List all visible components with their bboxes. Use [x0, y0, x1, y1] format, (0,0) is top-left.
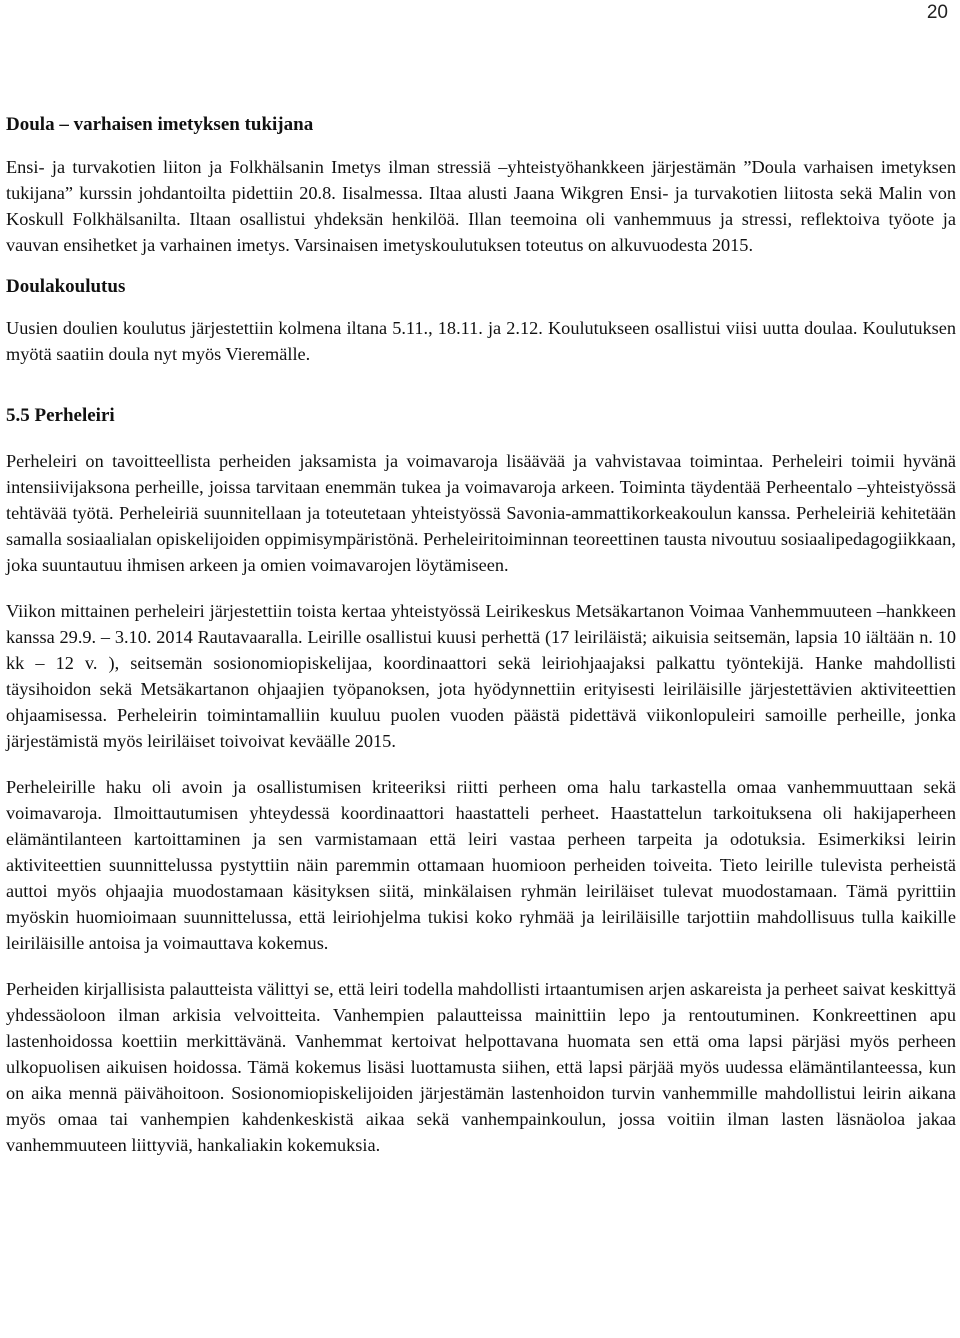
doulakoulutus-paragraph: Uusien doulien koulutus järjestettiin kolmena iltana 5.11., 18.11. ja 2.12. Koulutukseen osallistui viisi uutta doulaa. Koulutuksen myötä saatiin doula nyt myös Vieremälle. — [6, 318, 956, 364]
perheleiri-paragraph-4: Perheiden kirjallisista palautteista välittyi se, että leiri todella mahdollisti irtaantumisen arjen askareista ja perheet saivat keskittyä yhdessäoloon ilman arkisia velvoitteita. Vanhempien palautteissa mainittiin lepo ja rentoutuminen. Konkreettinen apu lastenhoidossa koettiin merkittävänä. Vanhemmat kertoivat helpottavana huomata sen että oma lapsi pärjäsi myös perheen ulkopuolisen aikuisen hoidossa. Tämä kokemus lisäsi luottamusta siihen, että lapsi pärjää myös uudessa elämäntilanteessa, kun on aika mennä päivähoitoon. Sosionomiopiskelijoiden järjestämän lastenhoidon turvin vanhemmille mahdollistui leirin aikana myös omaa tai vanhempien kahdenkeskistä aikaa sekä vanhempainkoulun, jossa voitiin ilman lasten läsnäoloa jakaa vanhemmuuteen liittyviä, hankaliakin kokemuksia. — [6, 979, 956, 1155]
page-number: 20 — [926, 2, 948, 23]
document-body — [6, 112, 956, 1158]
perheleiri-paragraph-1: Perheleiri on tavoitteellista perheiden jaksamista ja voimavaroja lisäävää ja vahvistavaa toimintaa. Perheleiri toimii hyvänä intensiivijaksona perheille, joissa tarvitaan enemmän tukea ja voimavaroja arkeen. Toiminta täydentää Perheentalo –yhteistyössä tehtävää työtä. Perheleiriä suunnitellaan ja toteutetaan yhteistyössä Savonia-ammattikorkeakoulun kanssa. Perheleiriä kehitetään samalla sosiaalialan opiskelijoiden oppimisympäristönä. Perheleiritoiminnan teoreettinen tausta nivoutuu sosiaalipedagogiikkaan, joka suuntautuu ihmisen arkeen ja omien voimavarojen löytämiseen. — [6, 451, 956, 575]
perheleiri-paragraph-3: Perheleirille haku oli avoin ja osallistumisen kriteeriksi riitti perheen oma halu tarkastella omaa vanhemmuuttaan sekä voimavaroja. Ilmoittautumisen yhteydessä koordinaattori haastatteli perheet. Haastattelun tarkoituksena oli hakijaperheen elämäntilanteen kartoittaminen ja sen varmistamaan että leiri vastaa perheen tarpeita ja odotuksia. Esimerkiksi leirin aktiviteettien suunnittelussa pystyttiin näin paremmin ottamaan huomioon perheiden toiveita. Tieto leirille tulevista perheistä auttoi myös ohjaajia muodostamaan käsityksen siitä, minkälaisen ryhmän leiriläiset tulevat muodostamaan. Tämä pyrittiin myöskin huomioimaan suunnittelussa, että leiriohjelma tukisi koko ryhmää ja leiriläisille tarjottiin mahdollisuus tulla kaikille leiriläisille antoisa ja voimauttava kokemus. — [6, 777, 956, 953]
perheleiri-paragraph-2: Viikon mittainen perheleiri järjestettiin toista kertaa yhteistyössä Leirikeskus Metsäkartanon Voimaa Vanhemmuuteen –hankkeen kanssa 29.9. – 3.10. 2014 Rautavaaralla. Leirille osallistui kuusi perhettä (17 leiriläistä; aikuisia seitsemän, lapsia 10 iältään n. 10 kk – 12 v. ), seitsemän sosionomiopiskelijaa, koordinaattori sekä leiriohjaajaksi palkattu työntekijä. Hanke mahdollisti täysihoidon sekä Metsäkartanon ohjaajien työpanoksen, jota hyödynnettiin erityisesti leiriläisille järjestettävien aktiviteettien ohjaamisessa. Perheleirin toimintamalliin kuuluu puolen vuoden päästä pidettävä viikonlopuleiri samoille perheille, jonka järjestämistä myös leiriläiset toivoivat keväälle 2015. — [6, 601, 956, 751]
section-heading-doula: Doula – varhaisen imetyksen tukijana — [6, 114, 314, 135]
section-heading-doulakoulutus: Doulakoulutus — [6, 276, 126, 297]
section-heading-perheleiri: 5.5 Perheleiri — [6, 405, 115, 426]
doula-paragraph: Ensi- ja turvakotien liiton ja Folkhälsanin Imetys ilman stressiä –yhteistyöhankkeen järjestämän ”Doula varhaisen imetyksen tukijana” kurssin johdantoilta pidettiin 20.8. Iisalmessa. Iltaa alusti Jaana Wikgren Ensi- ja turvakotien liitosta sekä Malin von Koskull Folkhälsanilta. Iltaan osallistui yhdeksän henkilöä. Illan teemoina oli vanhemmuus ja stressi, reflektoiva työote ja vauvan ensihetket ja varhainen imetys. Varsinaisen imetyskoulutuksen toteutus on alkuvuodesta 2015. — [6, 157, 956, 255]
